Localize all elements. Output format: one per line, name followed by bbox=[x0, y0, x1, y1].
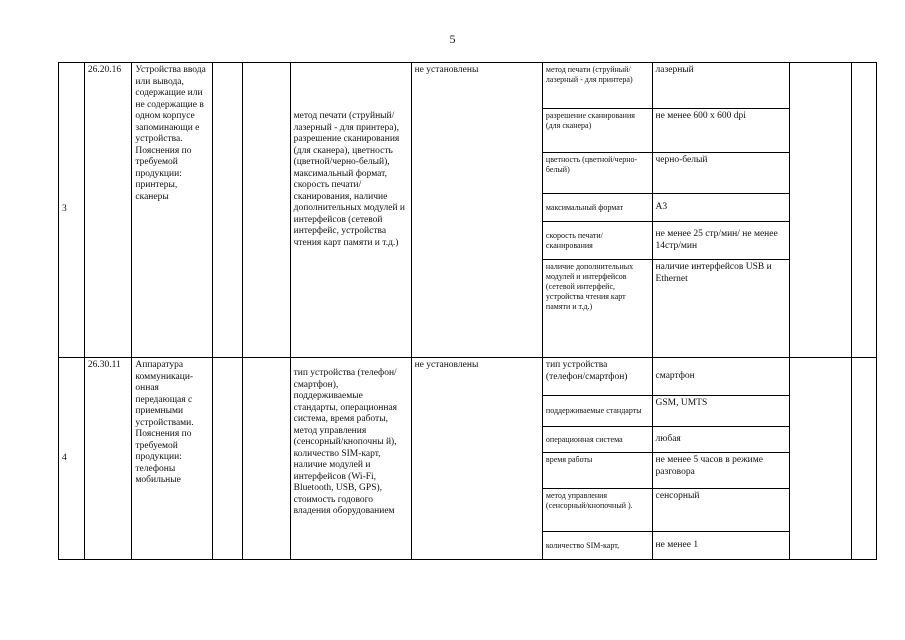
sub-characteristic: максимальный формат bbox=[542, 194, 652, 222]
sub-characteristic: метод печати (струйный/лазерный - для принтера) bbox=[542, 63, 652, 109]
sub-characteristic: наличие дополнительных модулей и интерфейсов (сетевой интерфейс, устройства чтения карт памяти и т.д.) bbox=[542, 260, 652, 358]
requirements-value: не установлены bbox=[411, 63, 542, 358]
sub-value: А3 bbox=[652, 194, 790, 222]
empty-cell bbox=[790, 63, 852, 358]
table-row bbox=[59, 358, 877, 396]
row-number: 4 bbox=[59, 358, 85, 560]
sub-characteristic: операционная система bbox=[542, 427, 652, 453]
empty-cell bbox=[243, 63, 291, 358]
empty-cell bbox=[852, 358, 877, 560]
okpd-code: 26.30.11 bbox=[84, 358, 132, 560]
empty-cell bbox=[852, 63, 877, 358]
sub-characteristic: количество SIM-карт, bbox=[542, 532, 652, 560]
characteristics-list: метод печати (струйный/лазерный - для принтера), разрешение сканирования (для сканера), цветность (цветной/черно-белый), максимальный формат, скорость печати/сканирования, наличие дополнительных модулей и интерфейсов (сетевой интерфейс, устройства чтения карт памяти и т.д.) bbox=[290, 63, 411, 358]
sub-value: не менее 5 часов в режиме разговора bbox=[652, 453, 790, 489]
sub-characteristic: разрешение сканирования (для сканера) bbox=[542, 109, 652, 153]
requirements-table bbox=[58, 62, 877, 560]
sub-characteristic: поддерживаемые стандарты bbox=[542, 396, 652, 427]
sub-value: не менее 25 стр/мин/ не менее 14стр/мин bbox=[652, 222, 790, 260]
sub-value: черно-белый bbox=[652, 153, 790, 194]
requirements-value: не установлены bbox=[411, 358, 542, 560]
sub-value: не менее 1 bbox=[652, 532, 790, 560]
product-name: Аппаратура коммуникаци-онная передающая с приемными устройствами. Пояснения по требуемой продукции: телефоны мобильные bbox=[132, 358, 213, 560]
characteristics-list: тип устройства (телефон/смартфон), поддерживаемые стандарты, операционная система, время работы, метод управления (сенсорный/кнопочны й), количество SIM-карт, наличие модулей и интерфейсов (Wi-Fi, Bluetooth, USB, GPS), стоимость годового владения оборудованием bbox=[290, 358, 411, 560]
empty-cell bbox=[213, 358, 243, 560]
empty-cell bbox=[790, 358, 852, 560]
sub-value: смартфон bbox=[652, 358, 790, 396]
page-number: 5 bbox=[449, 32, 456, 46]
product-name: Устройства ввода или вывода, содержащие или не содержащие в одном корпусе запоминающи е устройства. Пояснения по требуемой продукции: принтеры, сканеры bbox=[132, 63, 213, 358]
empty-cell bbox=[243, 358, 291, 560]
sub-value: любая bbox=[652, 427, 790, 453]
sub-value: наличие интерфейсов USB и Ethernet bbox=[652, 260, 790, 358]
table-row bbox=[59, 63, 877, 109]
sub-characteristic: тип устройства (телефон/смартфон) bbox=[542, 358, 652, 396]
okpd-code: 26.20.16 bbox=[84, 63, 132, 358]
sub-characteristic: цветность (цветной/черно-белый) bbox=[542, 153, 652, 194]
sub-value: GSM, UMTS bbox=[652, 396, 790, 427]
row-number: 3 bbox=[59, 63, 85, 358]
sub-characteristic: метод управления (сенсорный/кнопочный ). bbox=[542, 489, 652, 532]
sub-value: лазерный bbox=[652, 63, 790, 109]
sub-characteristic: скорость печати/сканирования bbox=[542, 222, 652, 260]
sub-value: не менее 600 х 600 dpi bbox=[652, 109, 790, 153]
empty-cell bbox=[213, 63, 243, 358]
sub-value: сенсорный bbox=[652, 489, 790, 532]
sub-characteristic: время работы bbox=[542, 453, 652, 489]
